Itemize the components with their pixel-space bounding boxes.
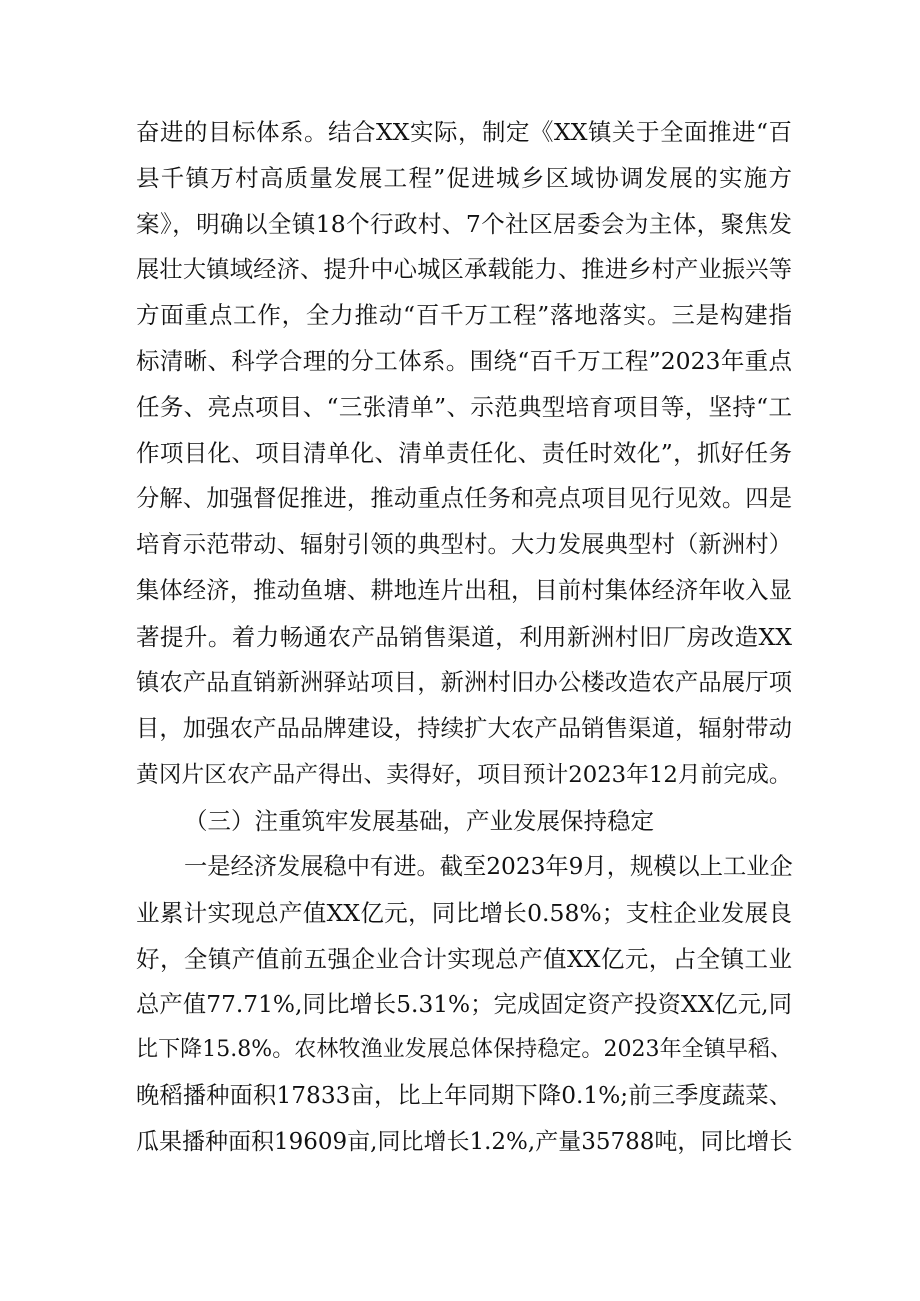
text-line-12: 著提升。着力畅通农产品销售渠道，利用新洲村旧厂房改造XX xyxy=(136,623,792,651)
text-line-21: 晚稻播种面积17833亩，比上年同期下降0.1%;前三季度蔬菜、 xyxy=(136,1082,792,1109)
text-line-22: 瓜果播种面积19609亩,同比增长1.2%,产量35788吨，同比增长 xyxy=(136,1129,793,1155)
text-line-8: 作项目化、项目清单化、清单责任化、责任时效化”，抓好任务 xyxy=(136,439,792,467)
text-line-9: 分解、加强督促推进，推动重点任务和亮点项目见行见效。四是 xyxy=(136,485,792,512)
text-line-13: 镇农产品直销新洲驿站项目，新洲村旧办公楼改造农产品展厅项 xyxy=(136,669,792,696)
text-line-1: 奋进的目标体系。结合XX实际，制定《XX镇关于全面推进“百 xyxy=(136,118,792,146)
text-line-4: 展壮大镇域经济、提升中心城区承载能力、推进乡村产业振兴等 xyxy=(136,256,792,283)
text-line-2: 县千镇万村高质量发展工程”促进城乡区域协调发展的实施方 xyxy=(136,164,792,192)
text-line-7: 任务、亮点项目、“三张清单”、示范典型培育项目等，坚持“工 xyxy=(136,393,792,421)
text-line-3: 案》，明确以全镇18个行政村、7个社区居委会为主体，聚焦发 xyxy=(136,210,792,238)
text-line-20: 比下降15.8%。农林牧渔业发展总体保持稳定。2023年全镇早稻、 xyxy=(136,1037,792,1062)
text-line-10: 培育示范带动、辐射引领的典型村。大力发展典型村（新洲村） xyxy=(136,531,792,558)
text-line-18: 好，全镇产值前五强企业合计实现总产值XX亿元，占全镇工业 xyxy=(136,945,792,973)
text-line-11: 集体经济，推动鱼塘、耕地连片出租，目前村集体经济年收入显 xyxy=(136,577,792,604)
text-line-15: 黄冈片区农产品产得出、卖得好，项目预计2023年12月前完成。 xyxy=(136,762,792,788)
text-line-16: 一是经济发展稳中有进。截至2023年9月，规模以上工业企 xyxy=(184,853,793,880)
text-line-19: 总产值77.71%,同比增长5.31%；完成固定资产投资XX亿元,同 xyxy=(136,991,792,1018)
text-line-5: 方面重点工作，全力推动“百千万工程”落地落实。三是构建指 xyxy=(136,301,792,329)
section-heading: （三）注重筑牢发展基础，产业发展保持稳定 xyxy=(184,807,654,835)
text-line-17: 业累计实现总产值XX亿元，同比增长0.58%；支柱企业发展良 xyxy=(136,899,792,927)
text-line-14: 目，加强农产品品牌建设，持续扩大农产品销售渠道，辐射带动 xyxy=(136,715,792,742)
text-line-6: 标清晰、科学合理的分工体系。围绕“百千万工程”2023年重点 xyxy=(136,347,792,375)
